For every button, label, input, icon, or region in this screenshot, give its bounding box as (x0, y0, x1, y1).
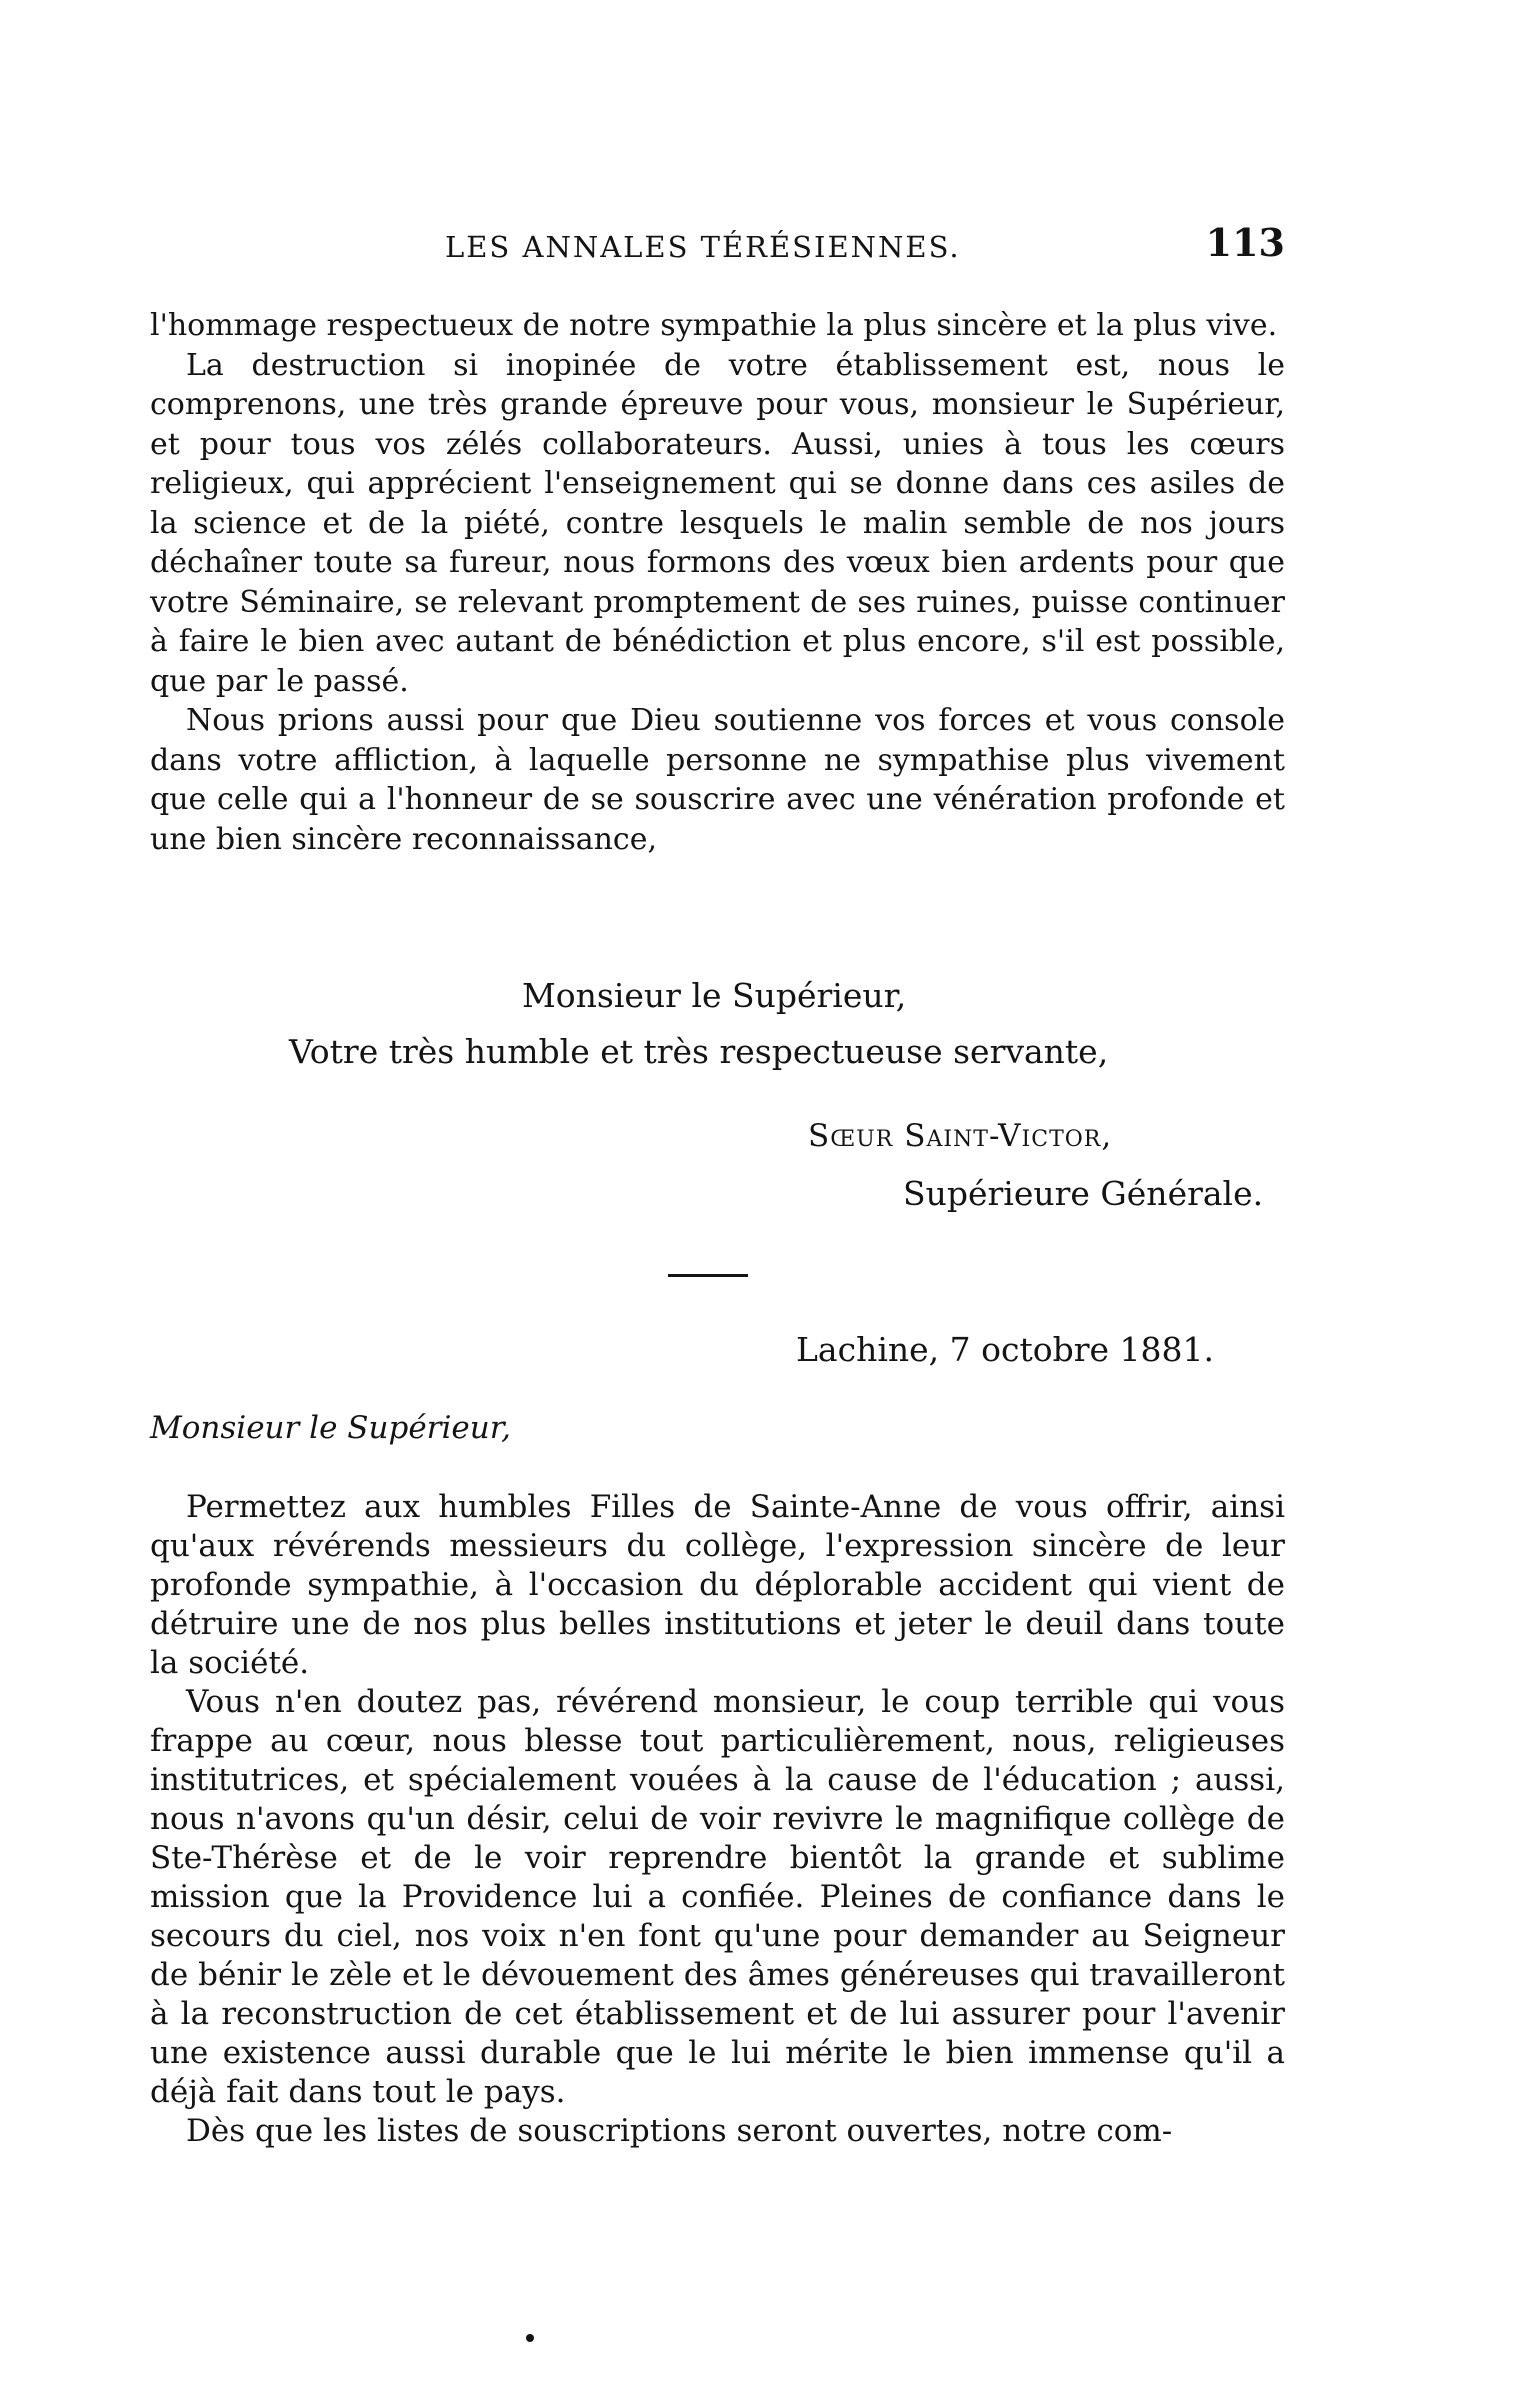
dateline: Lachine, 7 octobre 1881. (796, 1330, 1214, 1369)
signature-title: Supérieure Générale. (903, 1174, 1264, 1213)
letter-body-second (150, 1488, 1285, 2151)
paragraph: l'hommage respectueux de notre sympathie la plus sincère et la plus vive. (150, 308, 1278, 343)
running-head (150, 222, 1285, 272)
page-number: 113 (1205, 220, 1285, 265)
paragraph: Nous prions aussi pour que Dieu soutienne vos forces et vous console dans votre affliction, à laquelle personne ne sympathise plus vivement que celle qui a l'honneur de se souscrire avec une vénération profonde et une bien sincère reconnaissance, (150, 703, 1285, 857)
closing-formula: Votre très humble et très respectueuse servante, (289, 1032, 1109, 1071)
running-title: LES ANNALES TÉRÉSIENNES. (445, 230, 961, 264)
paragraph: La destruction si inopinée de votre établissement est, nous le comprenons, une très grande épreuve pour vous, monsieur le Supérieur, et pour tous vos zélés collaborateurs. Aussi, unies à tous les cœurs religieux, qui apprécient l'enseignement qui se donne dans ces asiles de la science et de la piété, contre lesquels le malin semble de nos jours déchaîner toute sa fureur, nous formons des vœux bien ardents pour que votre Séminaire, se relevant promptement de ses ruines, puisse continuer à faire le bien avec autant de bénédiction et plus encore, s'il est possible, que par le passé. (150, 347, 1285, 699)
print-speck (526, 2334, 534, 2342)
closing-salutation: Monsieur le Supérieur, (522, 976, 907, 1015)
letter-body-first (150, 306, 1285, 859)
letter-salutation: Monsieur le Supérieur, (150, 1410, 511, 1446)
paragraph: Vous n'en doutez pas, révérend monsieur, le coup terrible qui vous frappe au cœur, nous blesse tout particulièrement, nous, religieuses institutrices, et spécialement vouées à la cause de l'éducation ; aussi, nous n'avons qu'un désir, celui de voir revivre le magnifique collège de Ste-Thérèse et de le voir reprendre bientôt la grande et sublime mission que la Providence lui a confiée. Pleines de confiance dans le secours du ciel, nos voix n'en font qu'une pour demander au Seigneur de bénir le zèle et le dévouement des âmes généreuses qui travailleront à la reconstruction de cet établissement et de lui assurer pour l'avenir une existence aussi durable que le lui mérite le bien immense qu'il a déjà fait dans tout le pays. (150, 1684, 1285, 2110)
section-separator (668, 1274, 748, 1277)
paragraph: Dès que les listes de souscriptions seront ouvertes, notre com- (186, 2113, 1173, 2149)
paragraph: Permettez aux humbles Filles de Sainte-Anne de vous offrir, ainsi qu'aux révérends messieurs du collège, l'expression sincère de leur profonde sympathie, à l'occasion du déplorable accident qui vient de détruire une de nos plus belles institutions et jeter le deuil dans toute la société. (150, 1489, 1285, 1681)
signature-name: Sœur Saint-Victor, (808, 1118, 1113, 1154)
